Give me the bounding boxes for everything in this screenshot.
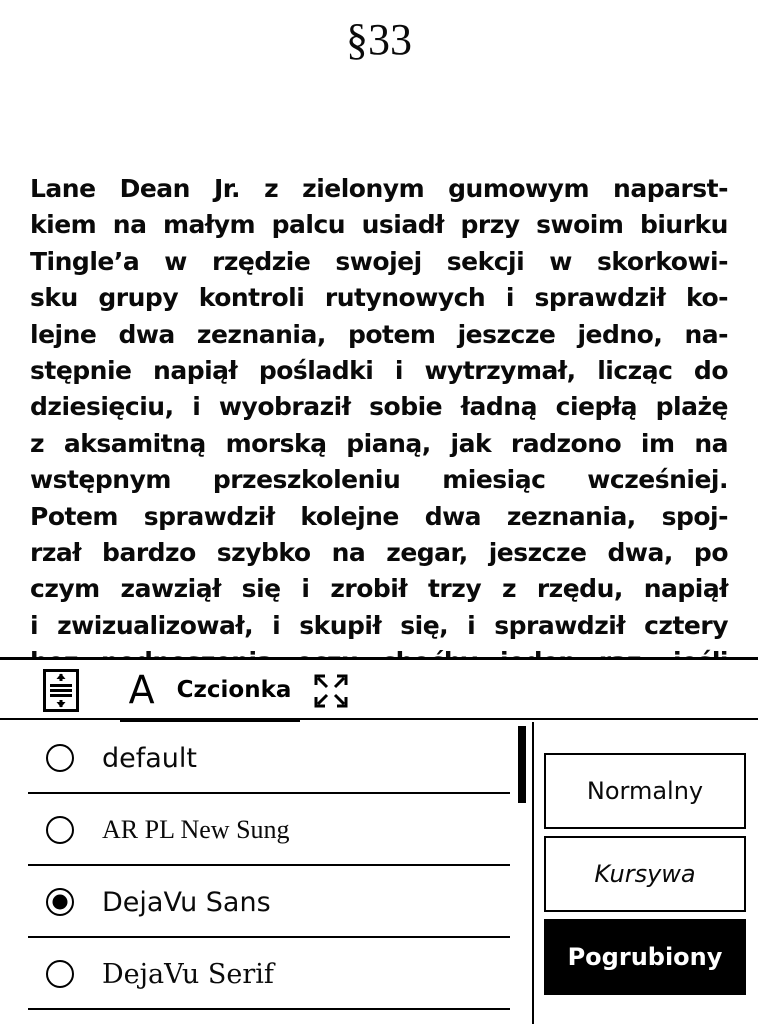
radio-circle-icon <box>46 960 74 988</box>
font-option-default[interactable] <box>0 722 518 794</box>
tab-fullscreen[interactable] <box>312 672 350 710</box>
text-line: dziesięciu, i wyobraził sobie ładną ciepłą plażę <box>30 392 728 422</box>
text-line: wstępnym przeszkoleniu miesiąc wcześniej. <box>30 465 728 495</box>
vertical-divider <box>532 722 534 1024</box>
text-line: Lane Dean Jr. z zielonym gumowym naparst- <box>30 174 728 203</box>
radio-circle-icon <box>46 816 74 844</box>
font-option-dejavu-sans[interactable] <box>0 866 518 938</box>
tab-line-spacing[interactable] <box>43 669 79 712</box>
text-line: z aksamitną morską pianą, jak radzono im na <box>30 428 728 458</box>
paragraph <box>30 171 728 680</box>
font-option-ar-pl-new-sung[interactable] <box>0 794 518 866</box>
text-line: czym zawziął się i zrobił trzy z rzędu, napiął <box>30 574 728 604</box>
line-spacing-icon <box>43 669 79 712</box>
text-line: stępnie napiął pośladki i wytrzymał, licząc do <box>30 355 728 385</box>
radio-circle-icon <box>46 744 74 772</box>
text-line: Tingle’a w rzędzie swojej sekcji w skorkowi- <box>30 246 728 276</box>
letter-A-icon: A <box>128 667 155 712</box>
radio-circle-icon <box>46 888 74 916</box>
scrollbar-thumb[interactable] <box>518 726 526 803</box>
text-line: i zwizualizował, i skupił się, i sprawdził cztery <box>30 610 728 640</box>
text-line: lejne dwa zeznania, potem jeszcze jedno, na- <box>30 319 728 349</box>
text-line: sku grupy kontroli rutynowych i sprawdził ko- <box>30 283 728 313</box>
font-style-buttons <box>544 753 746 1002</box>
normal-style-button[interactable]: Normalny <box>544 753 746 829</box>
settings-panel <box>0 657 758 1024</box>
tab-font-label: Czcionka <box>176 676 292 703</box>
bold-style-button[interactable]: Pogrubiony <box>544 919 746 995</box>
font-option-label: default <box>102 742 198 774</box>
tab-font[interactable] <box>120 660 300 719</box>
font-option-label: DejaVu Sans <box>102 886 271 918</box>
font-list <box>0 722 518 1010</box>
font-option-label: DejaVu Serif <box>102 958 274 990</box>
expand-arrows-icon <box>312 672 350 710</box>
tab-bar <box>0 660 758 720</box>
font-option-dejavu-serif[interactable] <box>0 938 518 1010</box>
text-line: kiem na małym palcu usiadł przy swoim biurku <box>30 210 728 240</box>
text-line: rzał bardzo szybko na zegar, jeszcze dwa, po <box>30 537 728 567</box>
text-line: Potem sprawdził kolejne dwa zeznania, spoj- <box>30 501 728 531</box>
chapter-title: §33 <box>346 15 412 64</box>
italic-style-button[interactable]: Kursywa <box>544 836 746 912</box>
font-option-label: AR PL New Sung <box>102 815 290 844</box>
